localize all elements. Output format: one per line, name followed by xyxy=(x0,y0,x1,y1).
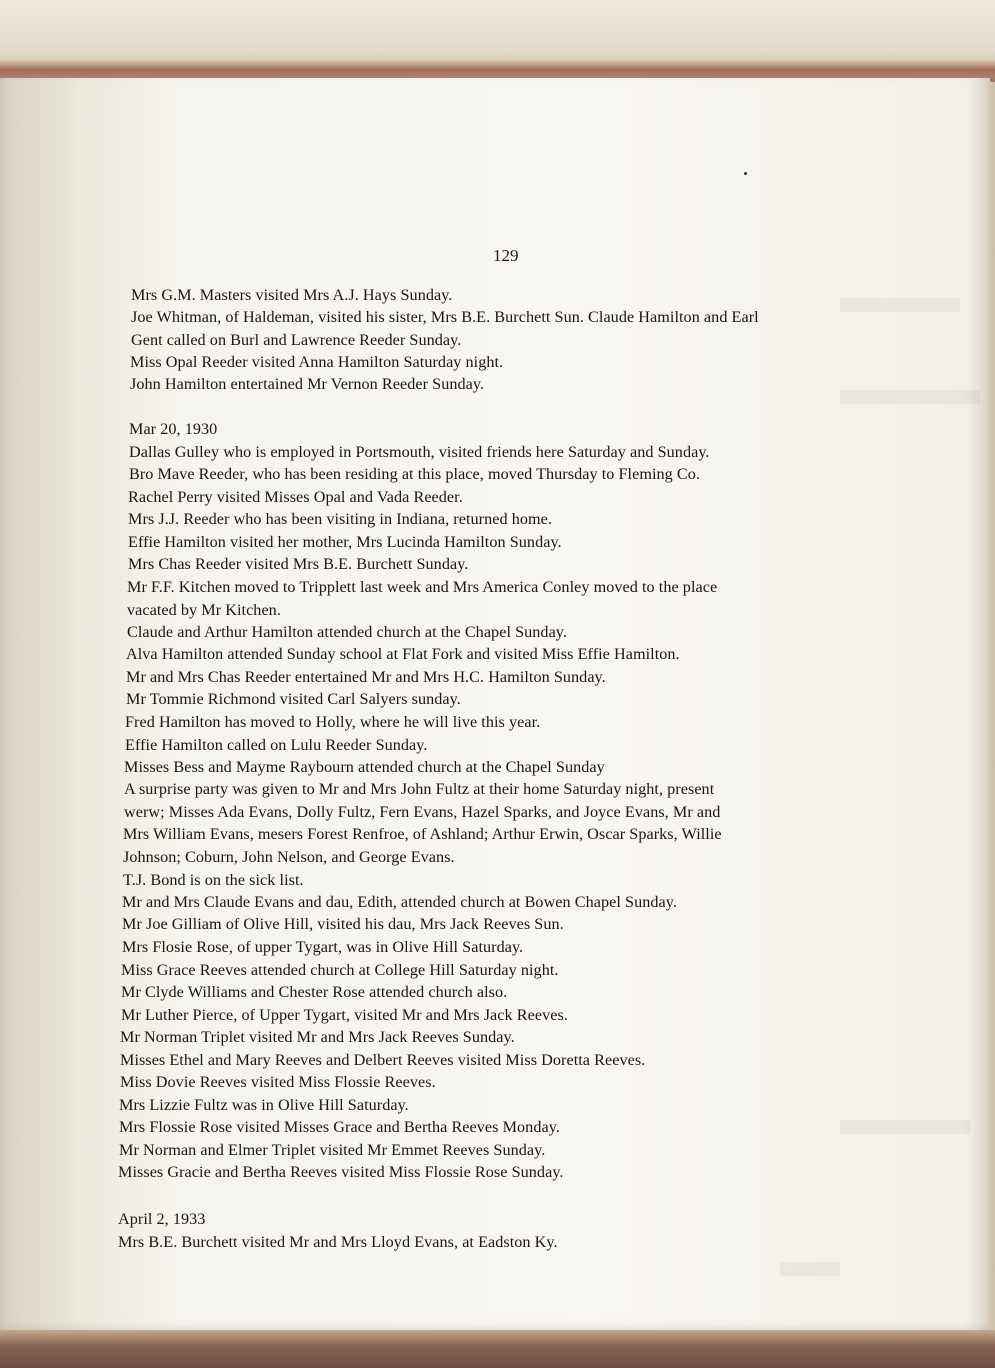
text-line: Mr and Mrs Chas Reeder entertained Mr and Mrs H.C. Hamilton Sunday. xyxy=(126,668,606,686)
text-line: Mrs G.M. Masters visited Mrs A.J. Hays Sunday. xyxy=(131,286,453,304)
text-line: Mrs B.E. Burchett visited Mr and Mrs Lloyd Evans, at Eadston Ky. xyxy=(118,1233,558,1251)
text-line: werw; Misses Ada Evans, Dolly Fultz, Fern Evans, Hazel Sparks, and Joyce Evans, Mr and xyxy=(124,803,721,821)
text-line: Mr Norman and Elmer Triplet visited Mr Emmet Reeves Sunday. xyxy=(119,1141,546,1159)
text-line: Miss Opal Reeder visited Anna Hamilton Saturday night. xyxy=(130,353,504,371)
text-line: Effie Hamilton called on Lulu Reeder Sunday. xyxy=(125,736,428,754)
text-line: Mrs Flossie Rose visited Misses Grace and Bertha Reeves Monday. xyxy=(119,1118,560,1136)
text-line: Miss Dovie Reeves visited Miss Flossie Reeves. xyxy=(120,1073,436,1091)
text-line: Misses Bess and Mayme Raybourn attended church at the Chapel Sunday xyxy=(124,758,605,776)
text-line: Mrs Chas Reeder visited Mrs B.E. Burchett Sunday. xyxy=(128,555,469,573)
text-line: Mrs William Evans, mesers Forest Renfroe, of Ashland; Arthur Erwin, Oscar Sparks, Willie xyxy=(123,825,722,843)
text-line: vacated by Mr Kitchen. xyxy=(127,601,281,619)
text-line: Alva Hamilton attended Sunday school at Flat Fork and visited Miss Effie Hamilton. xyxy=(126,645,680,663)
text-line: T.J. Bond is on the sick list. xyxy=(123,871,304,889)
text-line: Fred Hamilton has moved to Holly, where he will live this year. xyxy=(125,713,541,731)
text-line: Johnson; Coburn, John Nelson, and George Evans. xyxy=(123,848,455,866)
page-number: 129 xyxy=(493,246,519,265)
text-line: Mr Luther Pierce, of Upper Tygart, visited Mr and Mrs Jack Reeves. xyxy=(121,1006,568,1024)
text-line: Effie Hamilton visited her mother, Mrs Lucinda Hamilton Sunday. xyxy=(128,533,562,551)
text-line: John Hamilton entertained Mr Vernon Reeder Sunday. xyxy=(130,375,485,393)
text-line: Misses Ethel and Mary Reeves and Delbert Reeves visited Miss Doretta Reeves. xyxy=(120,1051,646,1069)
text-line: Dallas Gulley who is employed in Portsmouth, visited friends here Saturday and Sunday. xyxy=(129,443,710,461)
section-date: April 2, 1933 xyxy=(118,1210,206,1228)
text-line: Mr Clyde Williams and Chester Rose attended church also. xyxy=(121,983,508,1001)
text-line: Gent called on Burl and Lawrence Reeder Sunday. xyxy=(131,331,462,349)
page-edge-shadow xyxy=(965,78,995,1336)
text-line: Mrs J.J. Reeder who has been visiting in Indiana, returned home. xyxy=(128,510,552,528)
text-line: Mr F.F. Kitchen moved to Tripplett last week and Mrs America Conley moved to the place xyxy=(127,578,718,596)
text-line: Misses Gracie and Bertha Reeves visited Miss Flossie Rose Sunday. xyxy=(118,1163,564,1181)
text-line: Mrs Flosie Rose, of upper Tygart, was in Olive Hill Saturday. xyxy=(122,938,524,956)
section-date: Mar 20, 1930 xyxy=(129,420,218,438)
text-line: Rachel Perry visited Misses Opal and Vada Reeder. xyxy=(128,488,463,506)
text-line: Mr and Mrs Claude Evans and dau, Edith, attended church at Bowen Chapel Sunday. xyxy=(122,893,677,911)
text-line: A surprise party was given to Mr and Mrs John Fultz at their home Saturday night, present xyxy=(124,780,715,798)
ink-speck xyxy=(744,172,747,175)
text-line: Mrs Lizzie Fultz was in Olive Hill Saturday. xyxy=(119,1096,409,1114)
text-line: Miss Grace Reeves attended church at College Hill Saturday night. xyxy=(121,961,559,979)
text-line: Bro Mave Reeder, who has been residing at this place, moved Thursday to Fleming Co. xyxy=(129,465,700,483)
book-bottom-edge xyxy=(0,1330,995,1368)
text-line: Claude and Arthur Hamilton attended church at the Chapel Sunday. xyxy=(127,623,567,641)
text-line: Joe Whitman, of Haldeman, visited his sister, Mrs B.E. Burchett Sun. Claude Hamilton and Earl xyxy=(131,308,759,326)
text-line: Mr Norman Triplet visited Mr and Mrs Jack Reeves Sunday. xyxy=(120,1028,515,1046)
text-line: Mr Tommie Richmond visited Carl Salyers sunday. xyxy=(126,690,461,708)
text-line: Mr Joe Gilliam of Olive Hill, visited his dau, Mrs Jack Reeves Sun. xyxy=(122,915,564,933)
